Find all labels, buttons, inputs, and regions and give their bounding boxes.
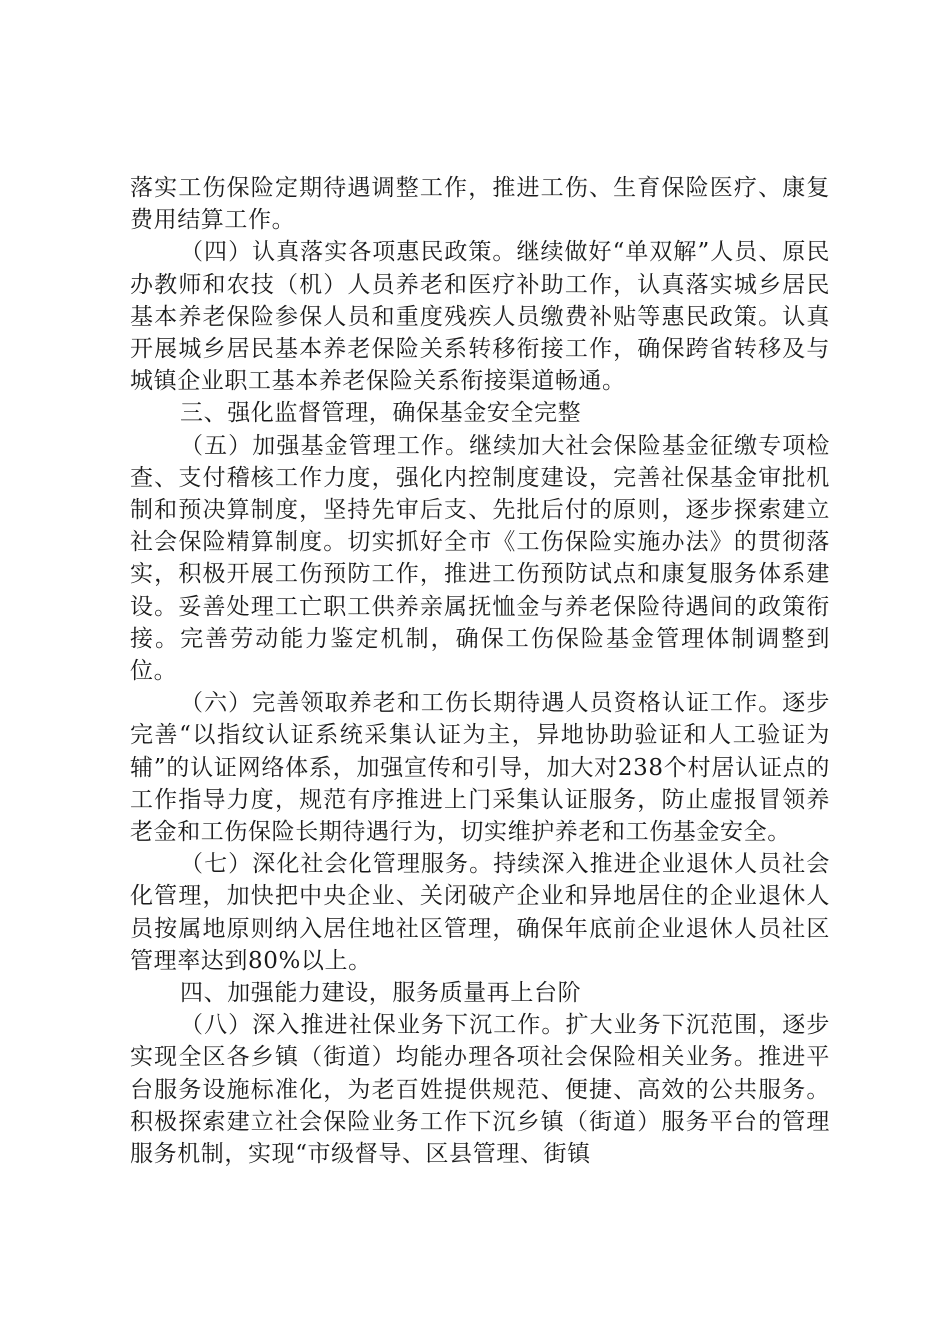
paragraph-section-5: （五）加强基金管理工作。继续加大社会保险基金征缴专项检查、支付稽核工作力度，强化内控制度建设，完善社保基金审批机制和预决算制度，坚持先审后支、先批后付的原则，逐步探索建立社会保险精算制度。切实抓好全市《工伤保险实施办法》的贯彻落实，积极开展工伤预防工作，推进工伤预防试点和康复服务体系建设。妥善处理工亡职工供养亲属抚恤金与养老保险待遇间的政策衔接。完善劳动能力鉴定机制，确保工伤保险基金管理体制调整到位。 bbox=[130, 432, 830, 685]
paragraph-section-8: （八）深入推进社保业务下沉工作。扩大业务下沉范围，逐步实现全区各乡镇（街道）均能办理各项社会保险相关业务。推进平台服务设施标准化，为老百姓提供规范、便捷、高效的公共服务。积极探索建立社会保险业务工作下沉乡镇（街道）服务平台的管理服务机制，实现“市级督导、区县管理、街镇 bbox=[130, 1012, 830, 1168]
section-heading-4: 四、加强能力建设，服务质量再上台阶 bbox=[180, 980, 582, 1007]
document-body bbox=[130, 172, 830, 1170]
paragraph-section-4: （四）认真落实各项惠民政策。继续做好“单双解”人员、原民办教师和农技（机）人员养老和医疗补助工作，认真落实城乡居民基本养老保险参保人员和重度残疾人员缴费补贴等惠民政策。认真开展城乡居民基本养老保险关系转移衔接工作，确保跨省转移及与城镇企业职工基本养老保险关系衔接渠道畅通。 bbox=[130, 239, 830, 395]
paragraph-section-6: （六）完善领取养老和工伤长期待遇人员资格认证工作。逐步完善“以指纹认证系统采集认证为主，异地协助验证和人工验证为辅”的认证网络体系，加强宣传和引导，加大对238个村居认证点的工作指导力度，规范有序推进上门采集认证服务，防止虚报冒领养老金和工伤保险长期待遇行为，切实维护养老和工伤基金安全。 bbox=[130, 690, 830, 846]
paragraph-continuation: 落实工伤保险定期待遇调整工作，推进工伤、生育保险医疗、康复费用结算工作。 bbox=[130, 175, 830, 234]
paragraph-section-7: （七）深化社会化管理服务。持续深入推进企业退休人员社会化管理，加快把中央企业、关闭破产企业和异地居住的企业退休人员按属地原则纳入居住地社区管理，确保年底前企业退休人员社区管理率达到80%以上。 bbox=[130, 851, 830, 974]
section-heading-3: 三、强化监督管理，确保基金安全完整 bbox=[180, 400, 582, 427]
